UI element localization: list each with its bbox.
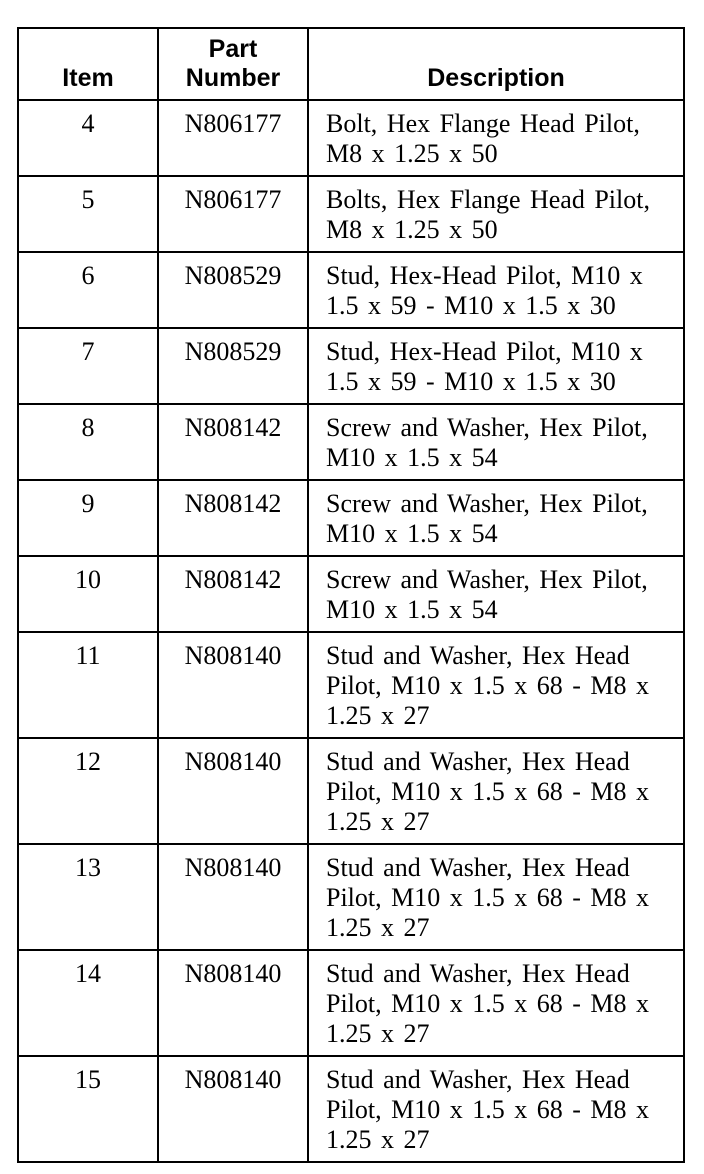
cell-part-number: N808142 [158, 556, 308, 632]
cell-part-number: N806177 [158, 176, 308, 252]
cell-part-number: N808529 [158, 328, 308, 404]
cell-part-number: N808140 [158, 950, 308, 1056]
cell-part-number: N808140 [158, 844, 308, 950]
cell-description: Bolt, Hex Flange Head Pilot, M8 x 1.25 x 50 [308, 100, 684, 176]
cell-item: 11 [18, 632, 158, 738]
cell-description: Screw and Washer, Hex Pilot, M10 x 1.5 x 54 [308, 480, 684, 556]
cell-item: 7 [18, 328, 158, 404]
cell-item: 14 [18, 950, 158, 1056]
cell-item: 9 [18, 480, 158, 556]
table-row [18, 844, 684, 950]
table-row [18, 632, 684, 738]
table-row [18, 556, 684, 632]
header-part-line2: Number [185, 64, 281, 92]
table-row [18, 176, 684, 252]
cell-item: 5 [18, 176, 158, 252]
cell-description: Bolts, Hex Flange Head Pilot, M8 x 1.25 x 50 [308, 176, 684, 252]
cell-description: Screw and Washer, Hex Pilot, M10 x 1.5 x 54 [308, 556, 684, 632]
table-row [18, 738, 684, 844]
header-part-number [158, 28, 308, 100]
table-row [18, 252, 684, 328]
cell-part-number: N808140 [158, 1056, 308, 1162]
cell-part-number: N808142 [158, 404, 308, 480]
table-row [18, 950, 684, 1056]
cell-item: 10 [18, 556, 158, 632]
header-part-line1: Part [208, 35, 258, 63]
cell-description: Stud and Washer, Hex Head Pilot, M10 x 1.5 x 68 - M8 x 1.25 x 27 [308, 1056, 684, 1162]
table-row [18, 1056, 684, 1162]
cell-part-number: N808140 [158, 632, 308, 738]
cell-part-number: N808529 [158, 252, 308, 328]
table-header [18, 28, 684, 100]
cell-description: Stud and Washer, Hex Head Pilot, M10 x 1.5 x 68 - M8 x 1.25 x 27 [308, 632, 684, 738]
parts-table [17, 27, 685, 1163]
header-item: Item [18, 28, 158, 100]
header-row [18, 28, 684, 100]
table-row [18, 404, 684, 480]
cell-item: 15 [18, 1056, 158, 1162]
table-row [18, 480, 684, 556]
cell-part-number: N806177 [158, 100, 308, 176]
table-row [18, 328, 684, 404]
cell-description: Stud and Washer, Hex Head Pilot, M10 x 1.5 x 68 - M8 x 1.25 x 27 [308, 738, 684, 844]
cell-description: Stud, Hex-Head Pilot, M10 x 1.5 x 59 - M10 x 1.5 x 30 [308, 252, 684, 328]
cell-item: 8 [18, 404, 158, 480]
cell-description: Stud and Washer, Hex Head Pilot, M10 x 1.5 x 68 - M8 x 1.25 x 27 [308, 950, 684, 1056]
table-body [18, 100, 684, 1162]
cell-description: Stud and Washer, Hex Head Pilot, M10 x 1.5 x 68 - M8 x 1.25 x 27 [308, 844, 684, 950]
table-row [18, 100, 684, 176]
cell-item: 13 [18, 844, 158, 950]
cell-description: Screw and Washer, Hex Pilot, M10 x 1.5 x 54 [308, 404, 684, 480]
cell-item: 6 [18, 252, 158, 328]
header-description: Description [308, 28, 684, 100]
cell-item: 4 [18, 100, 158, 176]
cell-part-number: N808140 [158, 738, 308, 844]
cell-part-number: N808142 [158, 480, 308, 556]
cell-item: 12 [18, 738, 158, 844]
cell-description: Stud, Hex-Head Pilot, M10 x 1.5 x 59 - M10 x 1.5 x 30 [308, 328, 684, 404]
